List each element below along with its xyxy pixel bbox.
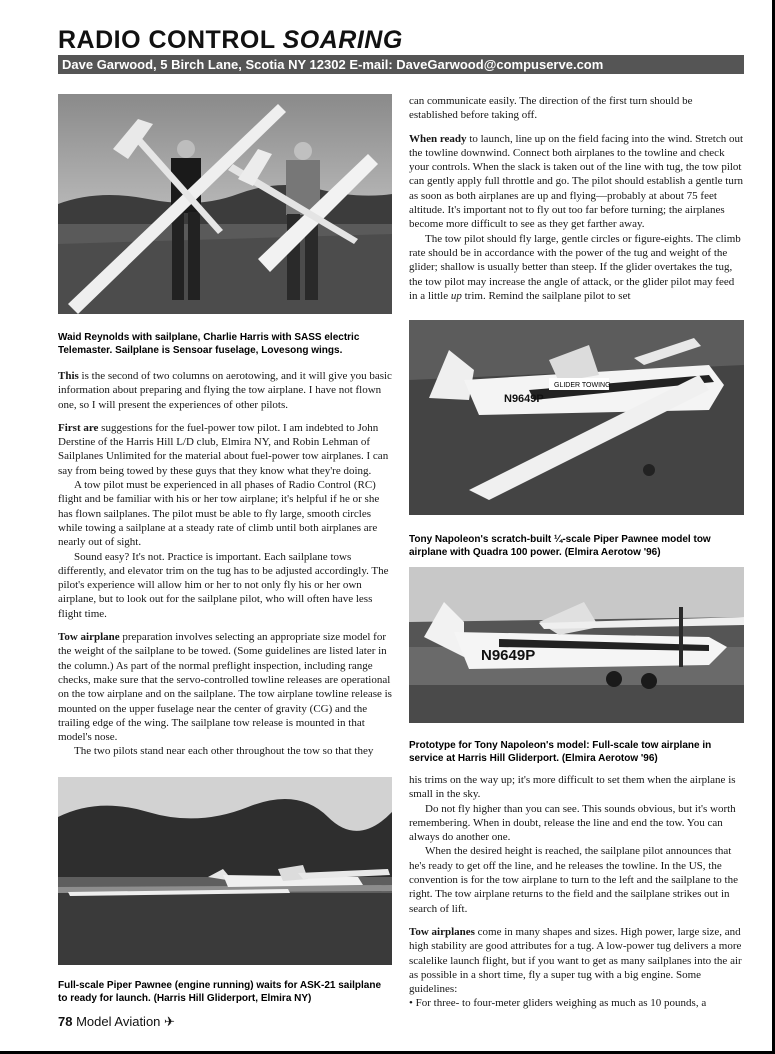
paragraph: A tow pilot must be experienced in all phases of Radio Control (RC) flight and be familiar with his or her tow airplane; it's helpful if he or she has flown sailplanes. The pilot must be able to fly large, smooth circles while towing a sailplane at a steady rate of climb until both airplanes are nearly out of sight. [58, 479, 380, 549]
column-2-text [409, 94, 744, 303]
paragraph: can communicate easily. The direction of the first turn should be established before taking off. [409, 95, 693, 122]
page-footer [58, 1014, 175, 1030]
photo-1-caption: Waid Reynolds with sailplane, Charlie Harris with SASS electric Telemaster. Sailplane is Sensoar fuselage, Lovesong wings. [58, 332, 360, 356]
glider-towing-banner: GLIDER TOWING [554, 382, 611, 389]
registration-number: N9649P [481, 647, 536, 664]
photo-pawnee-runway [58, 777, 392, 965]
title-sub: SOARING [282, 26, 403, 54]
paragraph: Tow airplanes come in many shapes and sizes. High power, large size, and high stability are good attributes for a tug. A low-power tug delivers a more scalelike launch flight, but if you want to get as many sailplanes into the air as possible in a short time, fly a super tug with a big engine. Some guidelines: [409, 925, 742, 996]
column-1-text [58, 369, 392, 759]
photo-pilots-with-planes [58, 94, 392, 314]
title-main: RADIO CONTROL [58, 26, 276, 54]
airplane-icon: ✈ [164, 1014, 175, 1029]
paragraph: Tow airplane preparation involves selecting an appropriate size model for the weight of the sailplane to be towed. (Some guidelines are listed later in the column.) As part of the normal preflight inspection, including range checks, make sure that the servo-controlled towline releases are operational on the tow airplane and on the sailplane. The tow airplane towline release is mounted on the upper fuselage near the center of gravity (CG) and the trailing edge of the wing. The sailplane tow release is mounted in that model's nose. [58, 631, 392, 744]
paragraph: Sound easy? It's not. Practice is important. Each sailplane tows differently, and elevator trim on the tug has to be adjusted accordingly. The pilot's experience will allow him or her to not only fly his or her own airplane, but to look out for the sailplane pilot, who will often have less flight time. [58, 550, 389, 620]
paragraph: This is the second of two columns on aerotowing, and it will give you basic information about preparing and flying the tow airplane. I have not flown one, so I will present the experiences of other pilots. [58, 370, 392, 411]
page-number: 78 [58, 1014, 73, 1029]
magazine-name: Model Aviation [76, 1014, 161, 1029]
column-3-text [409, 773, 744, 1011]
paragraph: The two pilots stand near each other throughout the tow so that they [74, 745, 374, 758]
photo-2-caption: Tony Napoleon's scratch-built ¼-scale Piper Pawnee model tow airplane with Quadra 100 power. (Elmira Aerotow '96) [409, 534, 711, 558]
paragraph: When ready to launch, line up on the field facing into the wind. Stretch out the towline downwind. Connect both airplanes to the towline and check your controls. When the slack is taken out of the line with tug, the tow pilot can gently apply full throttle and go. The pilot should establish a gentle turn as soon as both airplanes are up and flying—probably at about 75 feet altitude. It's important not to fly out too far before turning; the airplanes become more difficult to see as they get farther away. [409, 132, 744, 231]
registration-number: N9649P [504, 393, 544, 405]
photo-3-caption: Prototype for Tony Napoleon's model: Full-scale tow airplane in service at Harris Hill Gliderport. (Elmira Aerotow '96) [409, 740, 712, 764]
photo-model-pawnee [409, 320, 744, 515]
paragraph: his trims on the way up; it's more difficult to set them when the airplane is small in the sky. [409, 774, 736, 801]
bullet-item: • For three- to four-meter gliders weighing as much as 10 pounds, a [409, 997, 707, 1010]
author-byline: Dave Garwood, 5 Birch Lane, Scotia NY 12302 E-mail: DaveGarwood@compuserve.com [58, 55, 744, 74]
page-title [58, 26, 403, 55]
photo-4-caption: Full-scale Piper Pawnee (engine running) waits for ASK-21 sailplane to ready for launch. (Harris Hill Gliderport, Elmira NY) [58, 980, 382, 1004]
paragraph: Do not fly higher than you can see. This sounds obvious, but it's worth remembering. When in doubt, release the line and end the tow. You can always do another one. [409, 802, 736, 844]
paragraph: When the desired height is reached, the sailplane pilot announces that he's ready to get off the line, and he releases the towline. In the US, the convention is for the tow airplane to turn to the left and the sailplane to the right. The tow airplane returns to the field and the sailplane strikes out in search of lift. [409, 845, 738, 915]
paragraph: The tow pilot should fly large, gentle circles or figure-eights. The climb rate should be in accordance with the power of the tug and weight of the glider; shallow is usually better than steep. If the glider overtakes the tug, the tow pilot may increase the angle of attack, or the glider pilot may feed in a little up trim. Remind the sailplane pilot to set [409, 232, 741, 302]
paragraph: First are suggestions for the fuel-power tow pilot. I am indebted to John Derstine of the Harris Hill L/D club, Elmira NY, and Robin Lehman of Sailplanes Unlimited for the material about fuel-power tow airplanes. I can say from being towed by these guys that they know what they're doing. [58, 421, 389, 477]
photo-fullscale-pawnee [409, 567, 744, 723]
